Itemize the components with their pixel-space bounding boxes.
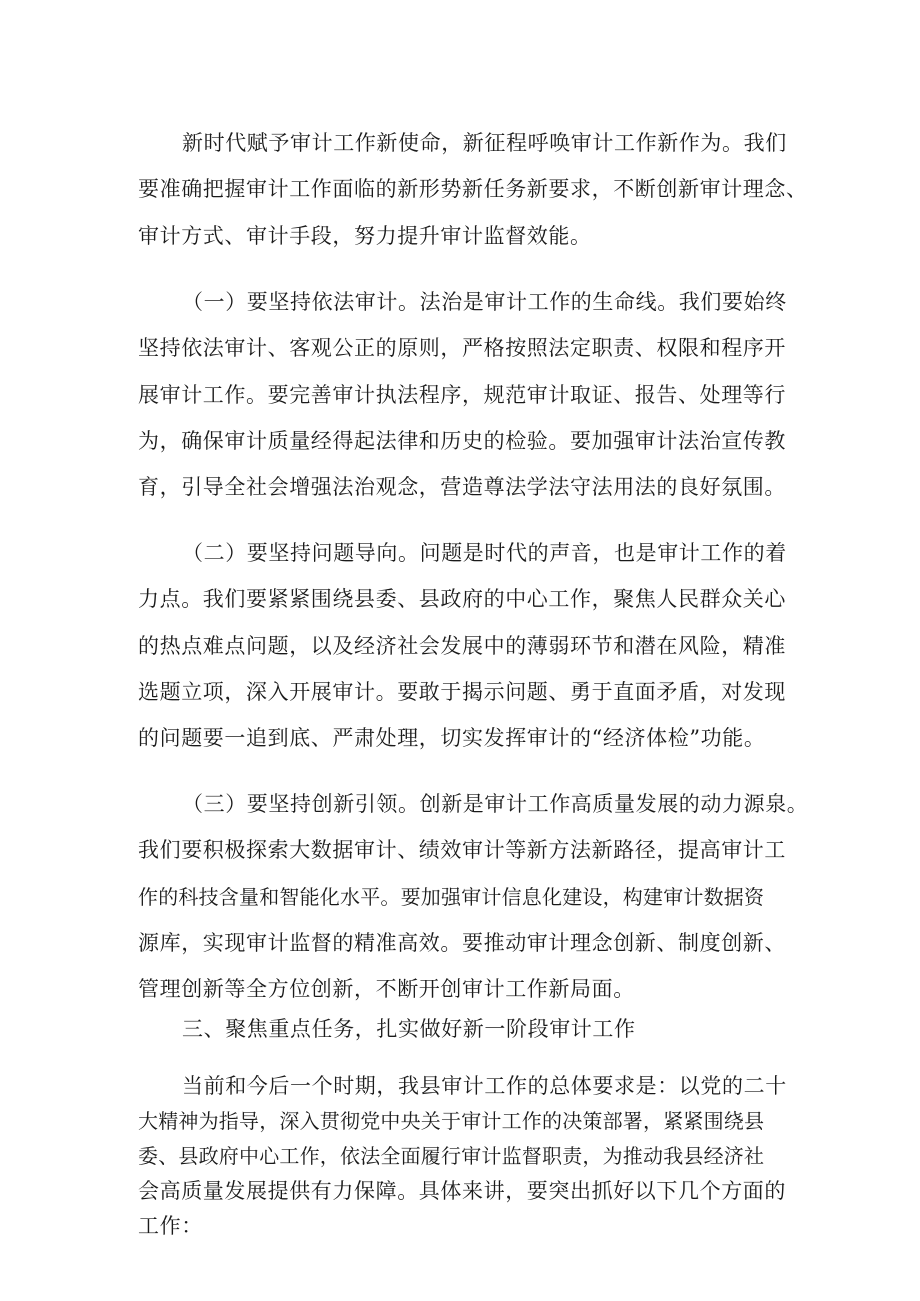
paragraph-1-line-1: 新时代赋予审计工作新使命，新征程呼唤审计工作新作为。我们	[182, 131, 787, 155]
paragraph-3-line-5: 的问题要一追到底、严肃处理，切实发挥审计的“经济体检”功能。	[138, 726, 766, 750]
paragraph-5-line-3: 委、县政府中心工作，依法全面履行审计监督职责，为推动我县经济社	[138, 1144, 765, 1168]
paragraph-3-line-1: （二）要坚持问题导向。问题是时代的声音，也是审计工作的着	[182, 541, 787, 565]
paragraph-2-line-1: （一）要坚持依法审计。法治是审计工作的生命线。我们要始终	[182, 290, 787, 314]
paragraph-5-line-4: 会高质量发展提供有力保障。具体来讲，要突出抓好以下几个方面的	[138, 1179, 786, 1203]
paragraph-4-line-5: 管理创新等全方位创新，不断开创审计工作新局面。	[138, 977, 635, 1001]
paragraph-4-line-2: 我们要积极探索大数据审计、绩效审计等新方法新路径，提高审计工	[138, 838, 786, 862]
paragraph-2-line-3: 展审计工作。要完善审计执法程序，规范审计取证、报告、处理等行	[138, 383, 786, 407]
paragraph-4-line-3: 作的科技含量和智能化水平。要加强审计信息化建设，构建审计数据资	[138, 885, 765, 909]
paragraph-2-line-5: 育，引导全社会增强法治观念，营造尊法学法守法用法的良好氛围。	[138, 475, 786, 499]
paragraph-5-line-1: 当前和今后一个时期，我县审计工作的总体要求是：以党的二十	[182, 1074, 787, 1098]
paragraph-1-line-2: 要准确把握审计工作面临的新形势新任务新要求，不断创新审计理念、	[138, 177, 808, 201]
paragraph-4-line-1: （三）要坚持创新引领。创新是审计工作高质量发展的动力源泉。	[182, 792, 809, 816]
paragraph-3-line-2: 力点。我们要紧紧围绕县委、县政府的中心工作，聚焦人民群众关心	[138, 587, 786, 611]
paragraph-5-line-2: 大精神为指导，深入贯彻党中央关于审计工作的决策部署，紧紧围绕县	[138, 1109, 765, 1133]
paragraph-4-line-4: 源库，实现审计监督的精准高效。要推动审计理念创新、制度创新、	[138, 931, 786, 955]
paragraph-5-line-5: 工作：	[138, 1214, 203, 1238]
paragraph-3-line-3: 的热点难点问题，以及经济社会发展中的薄弱环节和潜在风险，精准	[138, 634, 786, 658]
paragraph-3-line-4: 选题立项，深入开展审计。要敢于揭示问题、勇于直面矛盾，对发现	[138, 680, 786, 704]
paragraph-1-line-3: 审计方式、审计手段，努力提升审计监督效能。	[138, 224, 592, 248]
paragraph-2-line-4: 为，确保审计质量经得起法律和历史的检验。要加强审计法治宣传教	[138, 429, 786, 453]
section-heading-3: 三、聚焦重点任务，扎实做好新一阶段审计工作	[182, 1017, 636, 1041]
paragraph-2-line-2: 坚持依法审计、客观公正的原则，严格按照法定职责、权限和程序开	[138, 336, 786, 360]
